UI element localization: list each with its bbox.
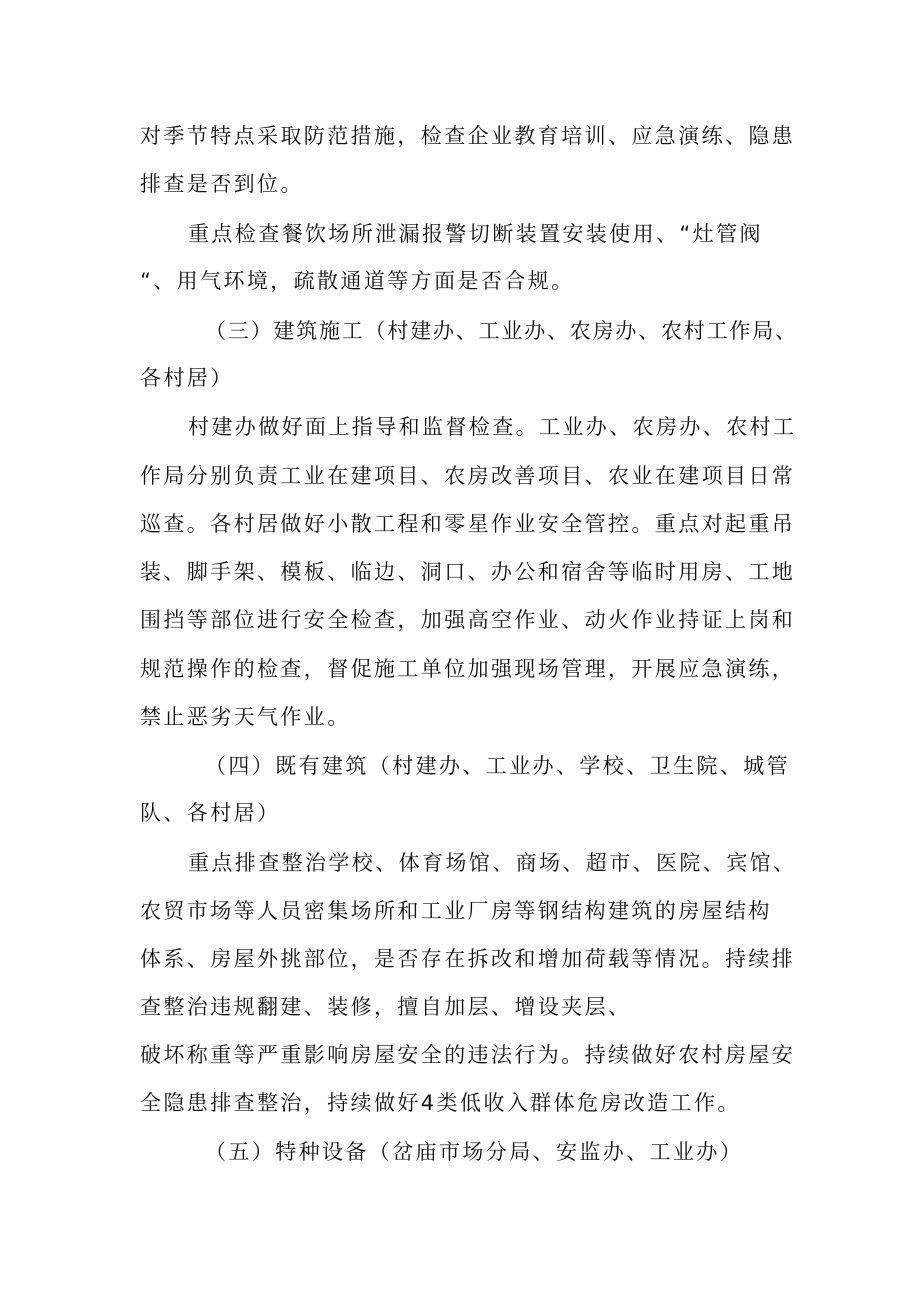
section-heading-special-equipment: （五）特种设备（岔庙市场分局、安监办、工业办） xyxy=(205,1140,744,1164)
section-heading-existing-buildings: （四）既有建筑（村建办、工业办、学校、卫生院、城管 xyxy=(205,754,790,778)
paragraph-3-line-7: 禁止恶劣天气作业。 xyxy=(140,705,351,729)
paragraph-4-line-6: 全隐患排查整治，持续做好4类低收入群体危房改造工作。 xyxy=(140,1091,741,1115)
paragraph-1-line-1: 对季节特点采取防范措施，检查企业教育培训、应急演练、隐患 xyxy=(140,124,796,148)
paragraph-4-line-5: 破坏称重等严重影响房屋安全的违法行为。持续做好农村房屋安 xyxy=(140,1043,796,1067)
section-heading-construction-cont: 各村居） xyxy=(140,366,234,390)
paragraph-1-line-2: 排查是否到位。 xyxy=(140,172,304,196)
paragraph-4-line-2: 农贸市场等人员密集场所和工业厂房等钢结构建筑的房屋结构 xyxy=(140,899,772,923)
paragraph-4-line-3: 体系、房屋外挑部位，是否存在拆改和增加荷载等情况。持续排 xyxy=(140,947,796,971)
paragraph-3-line-3: 巡查。各村居做好小散工程和零星作业安全管控。重点对起重吊 xyxy=(140,512,796,536)
section-heading-existing-buildings-cont: 队、各村居） xyxy=(140,801,281,825)
paragraph-2-line-2: “、用气环境，疏散通道等方面是否合规。 xyxy=(140,269,575,293)
paragraph-4-line-4: 查整治违规翻建、装修，擅自加层、增设夹层、 xyxy=(140,995,632,1019)
paragraph-3-line-1: 村建办做好面上指导和监督检查。工业办、农房办、农村工 xyxy=(188,415,797,439)
paragraph-3-line-6: 规范操作的检查，督促施工单位加强现场管理，开展应急演练， xyxy=(140,657,796,681)
paragraph-2-line-1: 重点检查餐饮场所泄漏报警切断装置安装使用、“灶管阀 xyxy=(188,222,763,246)
paragraph-3-line-5: 围挡等部位进行安全检查，加强高空作业、动火作业持证上岗和 xyxy=(140,608,796,632)
paragraph-3-line-2: 作局分别负责工业在建项目、农房改善项目、农业在建项目日常 xyxy=(140,464,796,488)
paragraph-4-line-1: 重点排查整治学校、体育场馆、商场、超市、医院、宾馆、 xyxy=(188,851,797,875)
paragraph-3-line-4: 装、脚手架、模板、临边、洞口、办公和宿舍等临时用房、工地 xyxy=(140,560,796,584)
section-heading-construction: （三）建筑施工（村建办、工业办、农房办、农村工作局、 xyxy=(205,319,798,343)
